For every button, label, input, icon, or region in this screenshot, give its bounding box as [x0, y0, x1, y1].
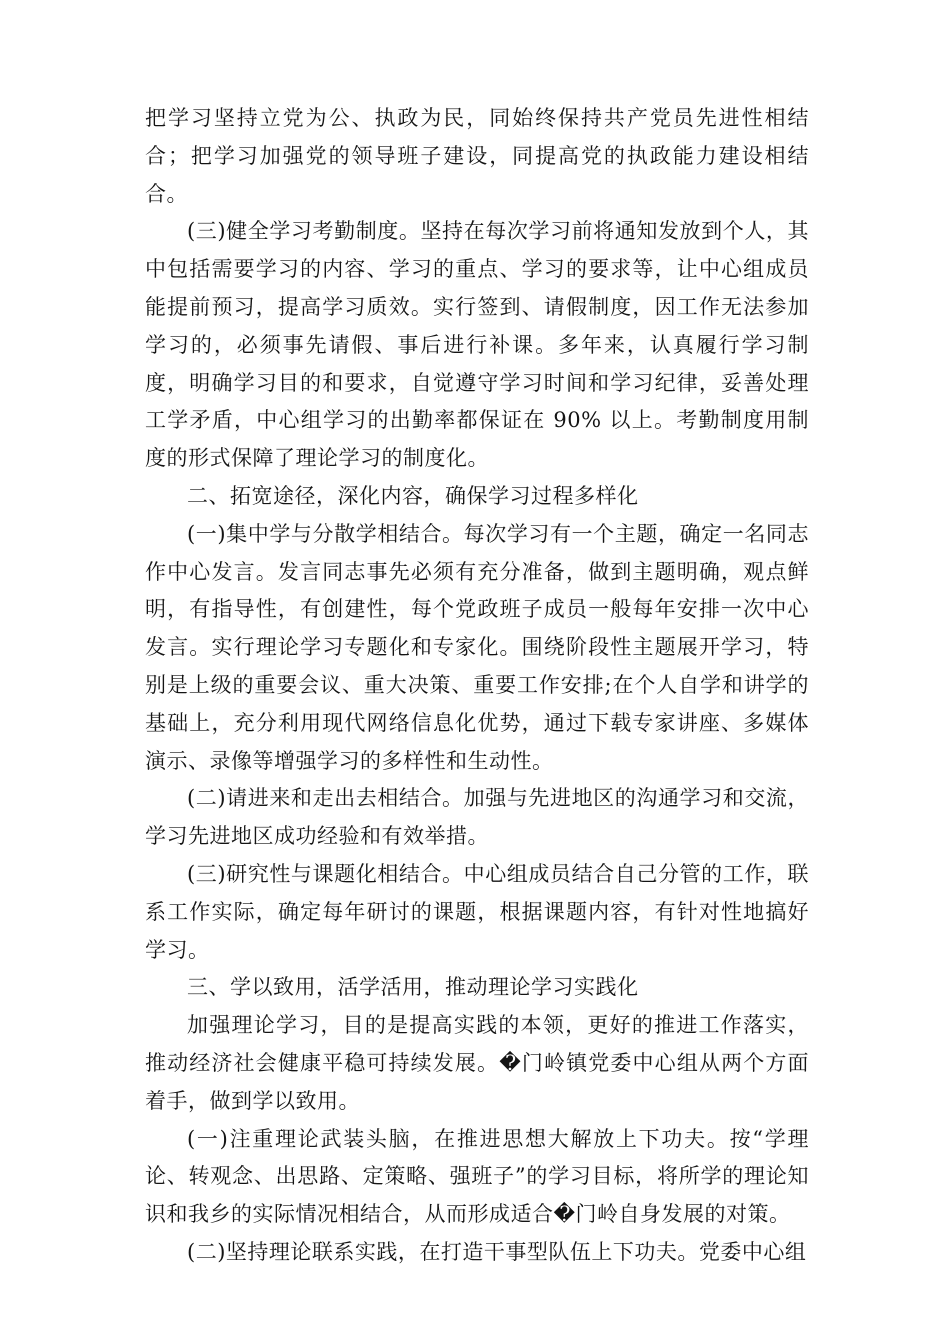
paragraph-10: (二)坚持理论联系实践，在打造干事型队伍上下功夫。党委中心组	[187, 1239, 807, 1264]
section-heading-3: 三、学以致用，活学活用，推动理论学习实践化	[187, 975, 639, 1000]
paragraph-1: 把学习坚持立党为公、执政为民，同始终保持共产党员先进性相结合；把学习加强党的领导班子建设，同提高党的执政能力建设相结合。	[145, 106, 809, 206]
paragraph-5: (二)请进来和走出去相结合。加强与先进地区的沟通学习和交流，学习先进地区成功经验和有效举措。	[145, 786, 809, 849]
paragraph-6: (三)研究性与课题化相结合。中心组成员结合自己分管的工作，联系工作实际，确定每年研讨的课题，根据课题内容，有针对性地搞好学习。	[145, 861, 809, 962]
document-body	[145, 100, 809, 1272]
paragraph-9: (一)注重理论武装头脑，在推进思想大解放上下功夫。按“学理论、转观念、出思路、定策略、强班子”的学习目标，将所学的理论知识和我乡的实际情况相结合，从而形成适合�门岭自身发展的对策。	[145, 1126, 809, 1227]
section-heading-2: 二、拓宽途径，深化内容，确保学习过程多样化	[187, 483, 639, 508]
paragraph-8: 加强理论学习，目的是提高实践的本领，更好的推进工作落实，推动经济社会健康平稳可持续发展。�门岭镇党委中心组从两个方面着手，做到学以致用。	[145, 1013, 809, 1113]
paragraph-2: (三)健全学习考勤制度。坚持在每次学习前将通知发放到个人，其中包括需要学习的内容、学习的重点、学习的要求等，让中心组成员能提前预习，提高学习质效。实行签到、请假制度，因工作无法参加学习的，必须事先请假、事后进行补课。多年来，认真履行学习制度，明确学习目的和要求，自觉遵守学习时间和学习纪律，妥善处理工学矛盾，中心组学习的出勤率都保证在 90% 以上。考勤制度用制度的形式保障了理论学习的制度化。	[145, 219, 809, 471]
paragraph-4: (一)集中学与分散学相结合。每次学习有一个主题，确定一名同志作中心发言。发言同志事先必须有充分准备，做到主题明确，观点鲜明，有指导性，有创建性，每个党政班子成员一般每年安排一次中心发言。实行理论学习专题化和专家化。围绕阶段性主题展开学习，特别是上级的重要会议、重大决策、重要工作安排;在个人自学和讲学的基础上，充分利用现代网络信息化优势，通过下载专家讲座、多媒体演示、录像等增强学习的多样性和生动性。	[145, 521, 809, 773]
